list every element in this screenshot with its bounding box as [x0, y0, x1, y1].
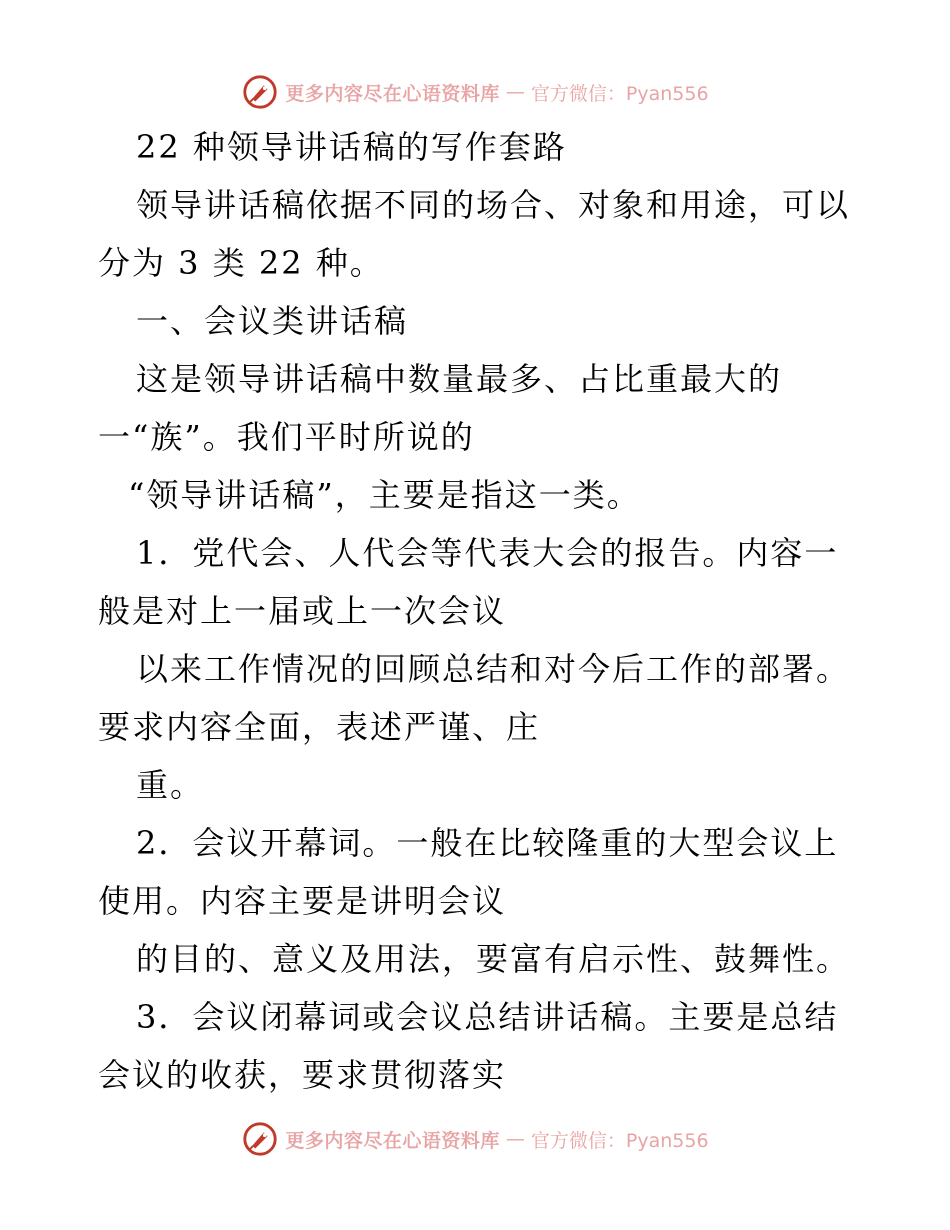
- list-item-line: 1．党代会、人代会等代表大会的报告。内容一: [136, 534, 839, 572]
- paragraph-line: 分为 3 类 22 种。: [98, 244, 384, 282]
- pen-nib-icon: [241, 1120, 279, 1158]
- watermark-dash: —: [505, 1128, 525, 1150]
- document-body: [98, 118, 858, 1104]
- paragraph-line: 这是领导讲话稿中数量最多、占比重最大的: [136, 360, 783, 398]
- watermark-brand: 更多内容尽在心语资料库: [285, 1129, 500, 1152]
- paragraph-line: 以来工作情况的回顾总结和对今后工作的部署。: [136, 650, 851, 688]
- paragraph-line: 领导讲话稿依据不同的场合、对象和用途，可以: [136, 186, 851, 224]
- section-heading: 一、会议类讲话稿: [136, 302, 409, 340]
- watermark-brand: 更多内容尽在心语资料库: [285, 82, 500, 105]
- footer-watermark: [0, 1119, 950, 1159]
- watermark-wechat: 官方微信：Pyan556: [530, 82, 709, 105]
- watermark-wechat: 官方微信：Pyan556: [530, 1129, 709, 1152]
- paragraph-line: 会议的收获，要求贯彻落实: [98, 1056, 507, 1094]
- watermark-dash: —: [505, 81, 525, 103]
- pen-nib-icon: [241, 73, 279, 111]
- list-item-line: 2．会议开幕词。一般在比较隆重的大型会议上: [136, 824, 839, 862]
- paragraph-line: 使用。内容主要是讲明会议: [98, 882, 507, 920]
- header-watermark: [0, 72, 950, 112]
- paragraph-line: 般是对上一届或上一次会议: [98, 592, 507, 630]
- paragraph-line: 要求内容全面，表述严谨、庄: [98, 708, 541, 746]
- paragraph-line: “领导讲话稿”，主要是指这一类。: [128, 476, 641, 514]
- list-item-line: 3．会议闭幕词或会议总结讲话稿。主要是总结: [136, 998, 839, 1036]
- paragraph-line: 重。: [136, 766, 205, 804]
- document-title: 22 种领导讲话稿的写作套路: [136, 128, 567, 166]
- paragraph-line: 一“族”。我们平时所说的: [98, 418, 475, 456]
- paragraph-line: 的目的、意义及用法，要富有启示性、鼓舞性。: [136, 940, 851, 978]
